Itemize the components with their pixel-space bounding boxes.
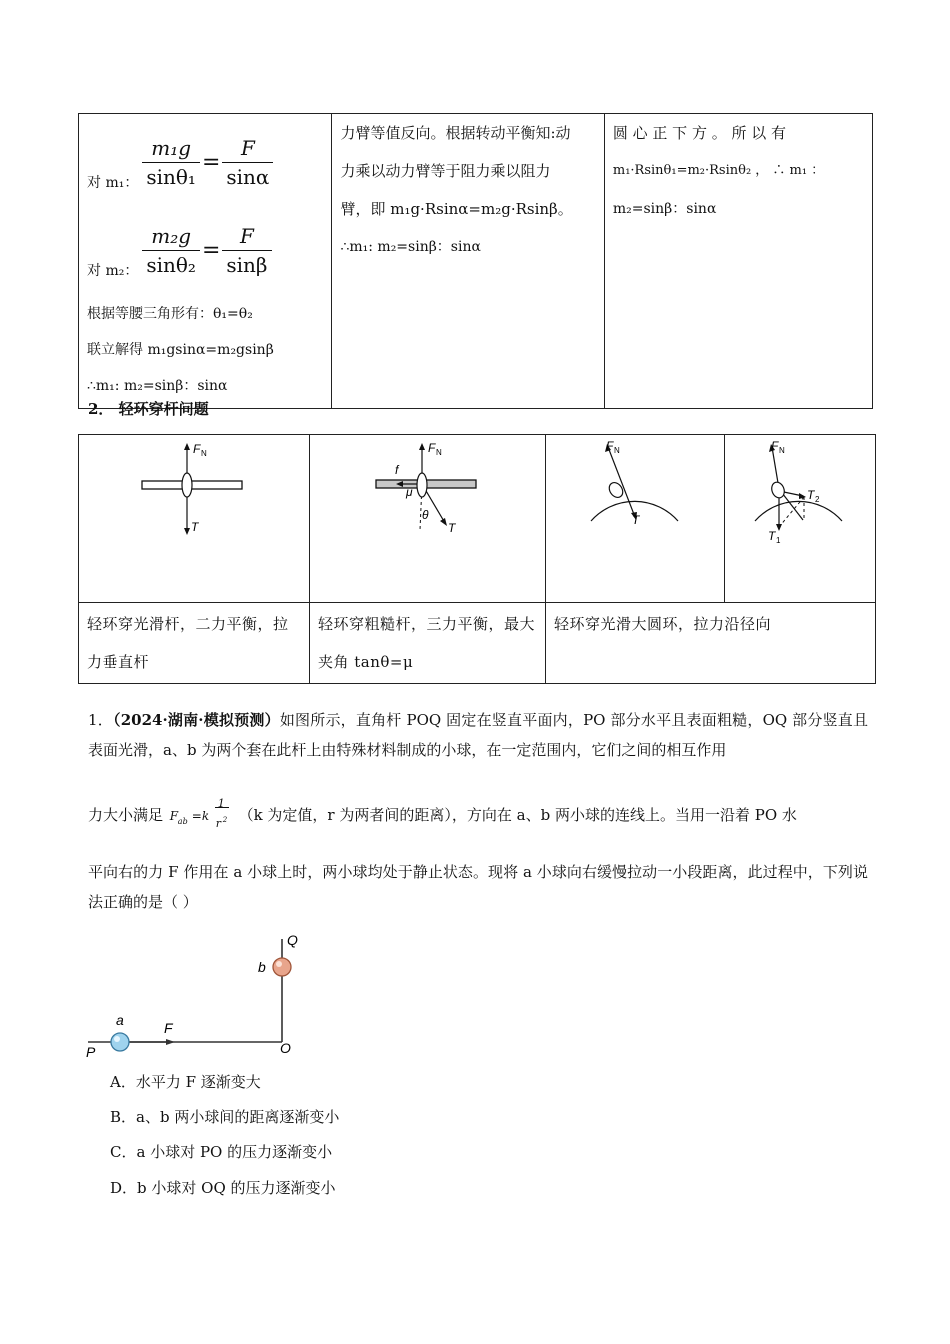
col2-line2: 力乘以动力臂等于阻力乘以阻力 bbox=[340, 162, 551, 180]
col1-line3: ∴m₁: m₂=sinβ：sinα bbox=[87, 378, 228, 394]
label-t: T bbox=[448, 521, 456, 535]
ring bbox=[182, 473, 192, 497]
col1-line1: 根据等腰三角形有：θ₁=θ₂ bbox=[87, 306, 253, 322]
t-arrow-icon bbox=[440, 518, 447, 526]
problem-text-3: 平向右的力 F 作用在 a 小球上时，两小球均处于静止状态。现将 a 小球向右缓慢拉动一小段距离，此过程中，下列说法正确的是（ ） bbox=[88, 863, 868, 911]
eq1-fraction-right: $\frac{F}{\sin\alpha}$ bbox=[222, 134, 273, 191]
large-ring-arc bbox=[755, 501, 842, 521]
diagram-cell-rough-rod bbox=[310, 435, 546, 603]
problem-source: （2024·湖南·模拟预测） bbox=[112, 711, 280, 729]
eq2-fraction-right: $\frac{F}{\sin\beta}$ bbox=[222, 222, 271, 279]
equation-m1: 对 m₁： $\frac{\text{m₁g}}{\text{sinθ₁}}$ = $\frac{F}{\sin\alpha}$ bbox=[87, 118, 323, 206]
smooth-rod-diagram bbox=[79, 435, 309, 598]
col3-line3: m₂=sinβ：sinα bbox=[612, 201, 717, 217]
problem-text-2 bbox=[88, 797, 868, 831]
col3-line1: 圆 心 正 下 方 。 所 以 有 bbox=[612, 124, 787, 142]
large-ring-decomposed-diagram bbox=[725, 435, 875, 598]
eq1-label: 对 m₁： bbox=[87, 175, 139, 191]
col2-line4: ∴m₁: m₂=sinβ：sinα bbox=[340, 239, 481, 255]
ring bbox=[770, 480, 787, 499]
solution-col-2 bbox=[332, 114, 604, 409]
label-n-sub: N bbox=[614, 446, 620, 455]
eq2-label: 对 m₂： bbox=[87, 263, 139, 279]
label-n-sub: N bbox=[779, 446, 785, 455]
fn-arrow-icon bbox=[419, 443, 425, 450]
label-fn: F bbox=[193, 442, 201, 456]
col2-line1: 力臂等值反向。根据转动平衡知:动 bbox=[340, 124, 571, 142]
label-q: Q bbox=[287, 932, 298, 948]
equation-m2: 对 m₂： $\frac{\text{m₂g}}{\text{sinθ₂}}$ = $\frac{F}{\sin\beta}$ bbox=[87, 206, 323, 294]
col1-line2: 联立解得 m₁gsinα=m₂gsinβ bbox=[87, 342, 274, 358]
label-n-sub: N bbox=[201, 449, 207, 458]
label-fn: F bbox=[771, 439, 779, 453]
col3-line2: m₁·Rsinθ₁=m₂·Rsinθ₂ ， ∴ m₁ ： bbox=[612, 163, 825, 178]
ring-rod-table bbox=[78, 434, 876, 684]
problem-text-1 bbox=[88, 705, 868, 765]
t-arrow-icon bbox=[184, 528, 190, 535]
label-t1: T bbox=[768, 529, 776, 543]
diagram-cell-smooth-rod bbox=[79, 435, 310, 603]
ball-a bbox=[111, 1033, 129, 1051]
label-a: a bbox=[116, 1012, 124, 1028]
fn-arrow-icon bbox=[184, 443, 190, 450]
section-heading: 2． 轻环穿杆问题 bbox=[88, 400, 209, 418]
label-f: f bbox=[395, 463, 399, 477]
label-mu: μ bbox=[406, 485, 413, 499]
eq2-fraction-left: $\frac{\text{m₂g}}{\text{sinθ₂}}$ bbox=[142, 222, 200, 279]
diagram-cell-large-ring bbox=[546, 435, 725, 603]
rough-rod-diagram bbox=[310, 435, 545, 598]
label-fn: F bbox=[606, 439, 614, 453]
option-c[interactable]: C．a 小球对 PO 的压力逐渐变小 bbox=[110, 1143, 333, 1161]
col2-line3: 臂，即 m₁g·Rsinα=m₂g·Rsinβ。 bbox=[340, 200, 573, 218]
caption-rough-rod: 轻环穿粗糙杆，三力平衡，最大夹角 tanθ=μ bbox=[310, 603, 546, 684]
solution-table bbox=[78, 113, 873, 409]
label-f: F bbox=[164, 1020, 173, 1036]
label-t2: T bbox=[807, 488, 815, 502]
problem-text-2-pre: 力大小满足 bbox=[88, 806, 164, 824]
ring bbox=[606, 480, 625, 500]
label-theta: θ bbox=[422, 508, 429, 522]
label-p: P bbox=[86, 1044, 96, 1060]
large-ring-diagram bbox=[546, 435, 724, 598]
solution-col-1 bbox=[79, 114, 332, 409]
option-b[interactable]: B．a、b 两小球间的距离逐渐变小 bbox=[110, 1108, 340, 1126]
problem-text-body-1: 如图所示，直角杆 POQ 固定在竖直平面内，PO 部分水平且表面粗糙，OQ 部分竖直且表面光滑，a、b 为两个套在此杆上由特殊材料制成的小球，在一定范围内，它们之间的相互作用 bbox=[88, 711, 869, 759]
caption-large-ring: 轻环穿光滑大圆环，拉力沿径向 bbox=[546, 603, 876, 684]
label-b: b bbox=[258, 959, 266, 975]
label-t2-sub: 2 bbox=[815, 495, 820, 504]
label-t: T bbox=[191, 520, 199, 534]
ball-b bbox=[273, 958, 291, 976]
caption-smooth-rod: 轻环穿光滑杆，二力平衡，拉力垂直杆 bbox=[79, 603, 310, 684]
label-n-sub: N bbox=[436, 448, 442, 457]
label-t1-sub: 1 bbox=[776, 536, 781, 545]
ring bbox=[417, 473, 427, 497]
label-o: O bbox=[280, 1040, 291, 1056]
solution-col-3 bbox=[604, 114, 872, 409]
problem-figure bbox=[80, 925, 320, 1065]
force-formula: F ab =k 1 r 2 bbox=[169, 797, 228, 830]
label-t: T bbox=[632, 513, 640, 527]
force-f-arrow-icon bbox=[166, 1039, 175, 1045]
label-fn: F bbox=[428, 441, 436, 455]
problem-number: 1． bbox=[88, 711, 113, 729]
problem-text-2-post: （k 为定值，r 为两者间的距离），方向在 a、b 两小球的连线上。当用一沿着 PO 水 bbox=[238, 806, 797, 824]
option-d[interactable]: D．b 小球对 OQ 的压力逐渐变小 bbox=[110, 1179, 336, 1197]
eq1-fraction-left: $\frac{\text{m₁g}}{\text{sinθ₁}}$ bbox=[142, 134, 200, 191]
diagram-cell-large-ring-decomposed bbox=[725, 435, 876, 603]
option-a[interactable]: A．水平力 F 逐渐变大 bbox=[110, 1073, 261, 1091]
